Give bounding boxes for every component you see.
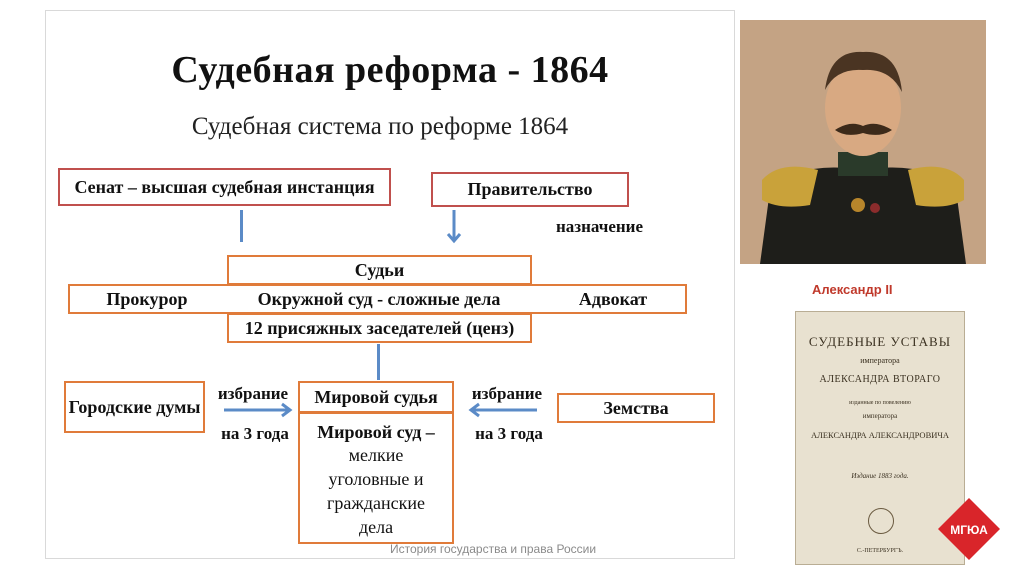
- peace-court-desc: мелкие уголовные и гражданские дела: [327, 445, 425, 537]
- government-box: [431, 172, 629, 207]
- city-dumas-box: [64, 381, 205, 433]
- portrait-caption: Александр II: [812, 282, 893, 297]
- senate-box: [58, 168, 391, 206]
- judges-label: Судьи: [354, 259, 405, 280]
- election-left-arrow: [224, 402, 296, 418]
- prosecutor-label: Прокурор: [106, 289, 188, 309]
- logo-diamond-icon: [936, 496, 1002, 562]
- alexander-ii-portrait: [740, 20, 986, 264]
- zemstvos-label: Земства: [603, 397, 669, 418]
- senate-label: Сенат – высшая судебная инстанция: [74, 176, 375, 197]
- jurors-box: [227, 313, 532, 343]
- medal: [851, 198, 865, 212]
- logo-text: МГЮА: [950, 523, 988, 537]
- district-court-text: Окружной суд - сложные дела: [257, 289, 501, 309]
- book-line-5: императора: [862, 412, 898, 420]
- justice-of-peace-box: [298, 381, 454, 413]
- term-left-label: на 3 года: [221, 424, 289, 443]
- book-line-8: С.-ПЕТЕРБУРГЪ.: [856, 548, 904, 554]
- book-emblem-icon: [868, 508, 894, 534]
- book-line-4: изданные по повелению: [849, 400, 911, 406]
- jurors-label: 12 присяжных заседателей (ценз): [244, 317, 515, 338]
- slide-title: Судебная реформа - 1864: [171, 49, 609, 91]
- lawyer-label: Адвокат: [578, 289, 648, 309]
- zemstvos-box: [557, 393, 715, 423]
- judges-box: [227, 255, 532, 285]
- portrait-illustration: [740, 20, 986, 264]
- slide-footer: История государства и права России: [390, 542, 597, 556]
- justice-of-peace-label: Мировой судья: [314, 386, 438, 407]
- appointment-label: назначение: [556, 217, 644, 236]
- election-left-label: избрание: [217, 384, 289, 403]
- book-line-7: Издание 1883 года.: [851, 472, 909, 480]
- term-right-label: на 3 года: [475, 424, 543, 443]
- senate-connector: [240, 210, 243, 242]
- election-right-label: избрание: [471, 384, 543, 403]
- government-arrow: [446, 210, 462, 244]
- slide-subtitle: Судебная система по реформе 1864: [191, 113, 569, 140]
- book-line-2: императора: [860, 356, 900, 365]
- peace-court-box: [298, 412, 454, 544]
- court-connector: [377, 344, 380, 380]
- election-right-arrow: [465, 402, 537, 418]
- medal-2: [870, 203, 880, 213]
- district-court-label: [226, 289, 532, 310]
- mgua-logo: [936, 496, 1002, 562]
- book-line-1: СУДЕБНЫЕ УСТАВЫ: [808, 334, 952, 349]
- city-dumas-label: Городские думы: [68, 397, 201, 417]
- government-label: Правительство: [467, 179, 593, 199]
- book-line-6: АЛЕКСАНДРА АЛЕКСАНДРОВИЧА: [810, 430, 950, 440]
- book-line-3: АЛЕКСАНДРА ВТОРАГО: [819, 374, 941, 385]
- peace-court-title: Мировой суд –: [317, 422, 435, 442]
